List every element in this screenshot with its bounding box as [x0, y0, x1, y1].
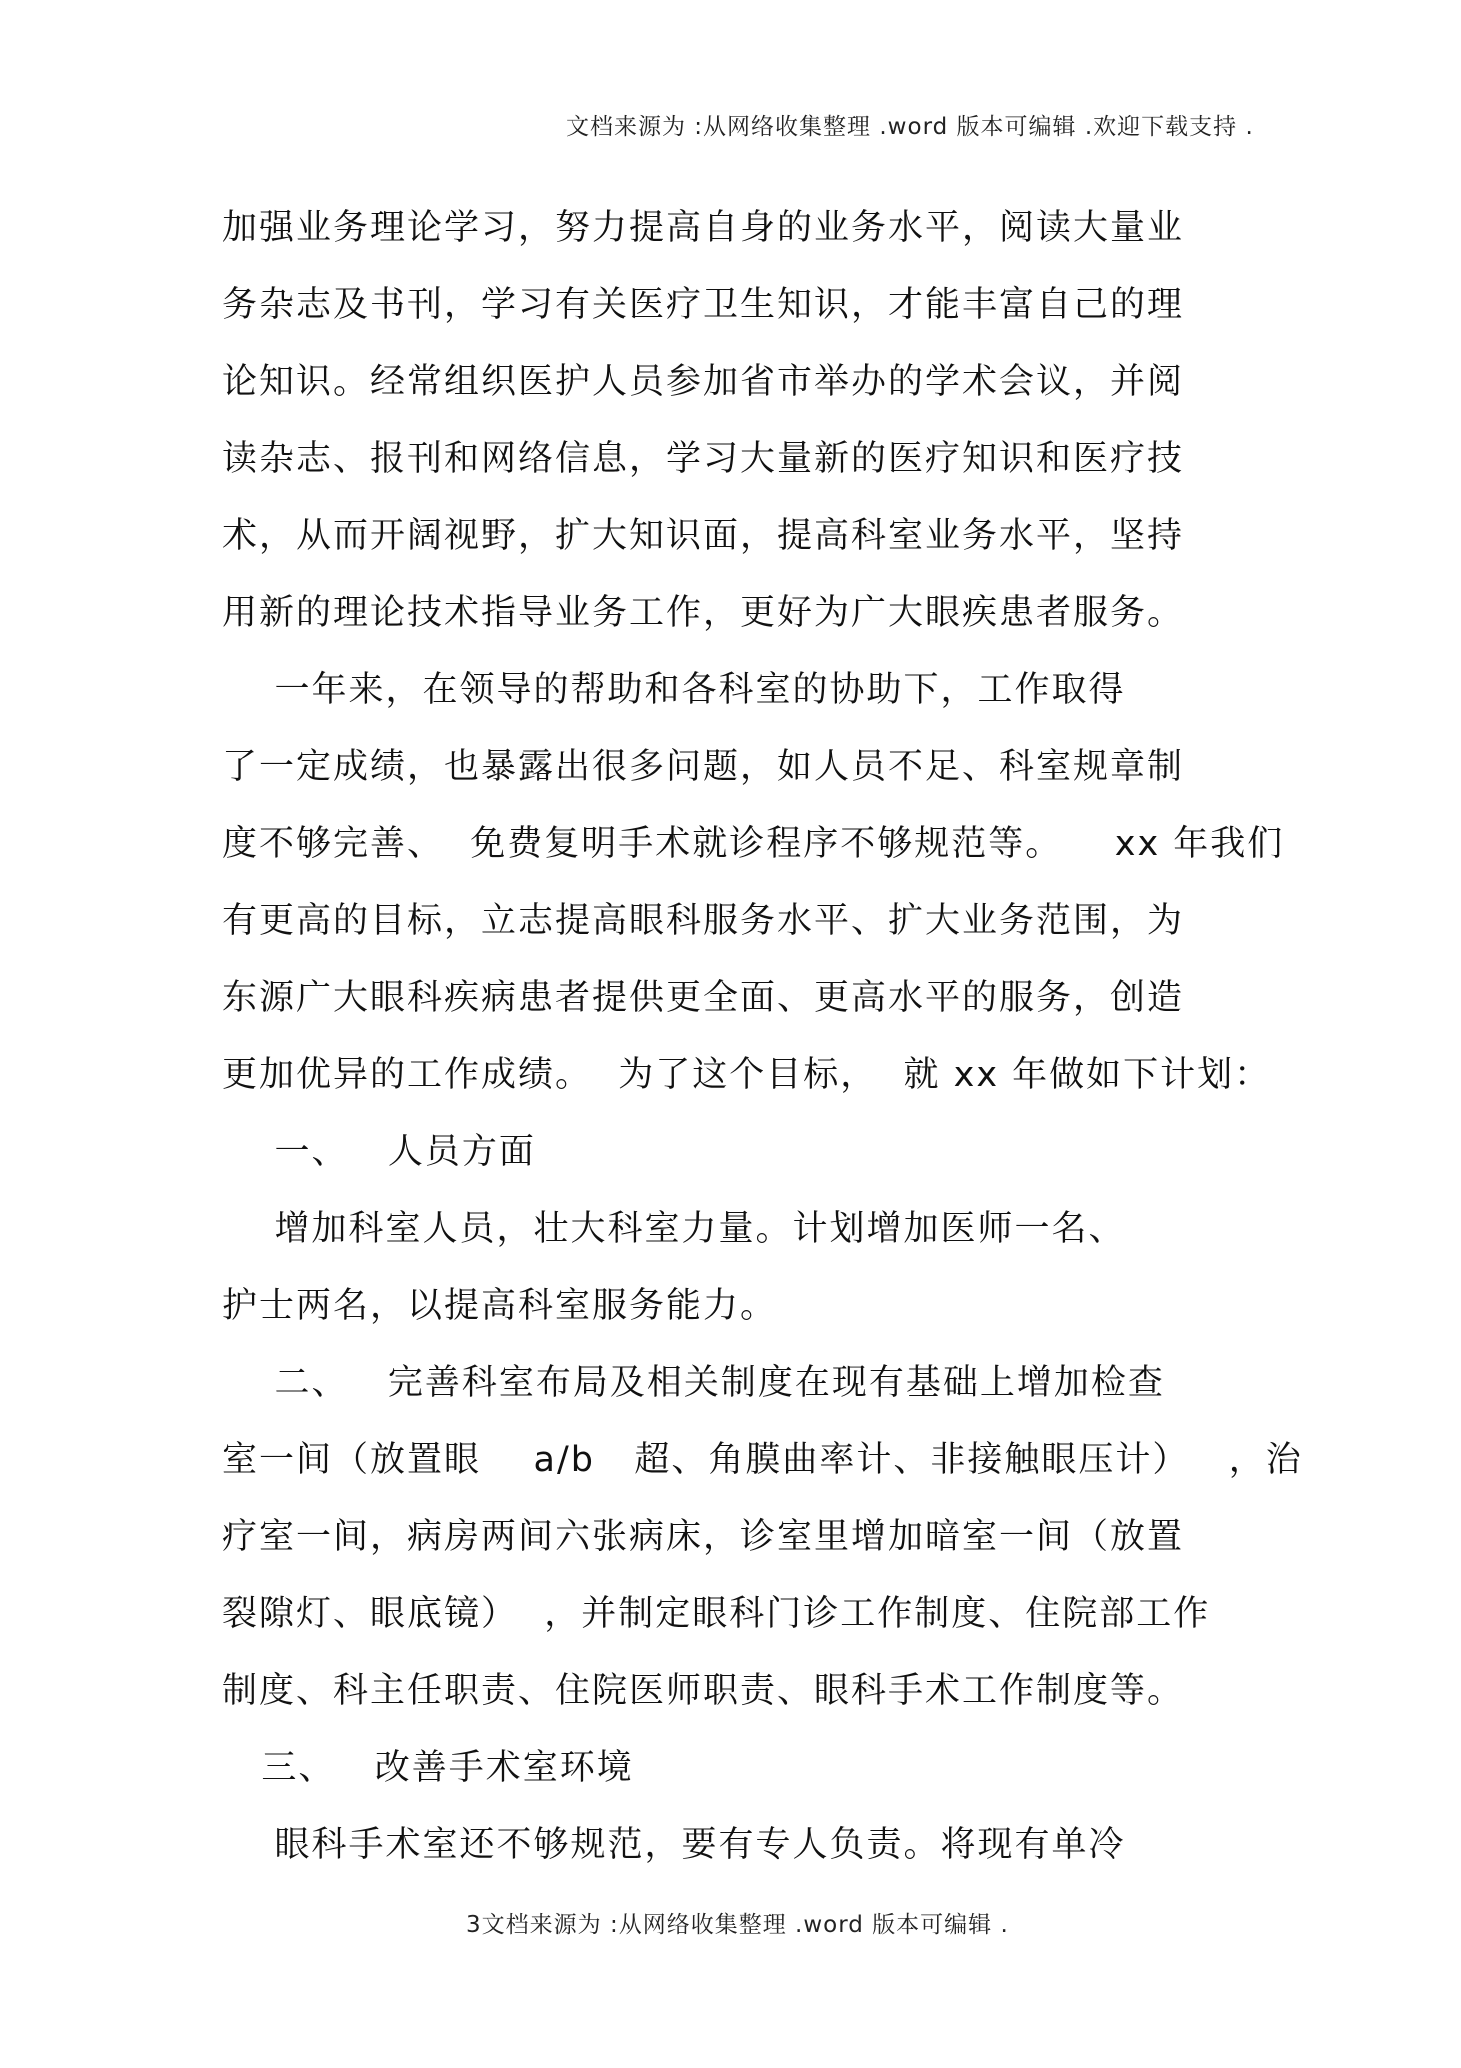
text-line: 室一间（放置眼 a/b 超、角膜曲率计、非接触眼压计） ，治	[222, 1440, 1303, 1480]
section-heading: 一、 人员方面	[222, 1132, 536, 1172]
text-line: 一年来，在领导的帮助和各科室的协助下，工作取得	[222, 670, 1126, 710]
text-line: 术，从而开阔视野，扩大知识面，提高科室业务水平，坚持	[222, 516, 1185, 556]
text-line: 增加科室人员，壮大科室力量。计划增加医师一名、	[222, 1209, 1126, 1249]
text-line: 裂隙灯、眼底镜） ，并制定眼科门诊工作制度、住院部工作	[222, 1594, 1211, 1634]
document-body	[222, 190, 1302, 1884]
text-line: 读杂志、报刊和网络信息，学习大量新的医疗知识和医疗技	[222, 439, 1185, 479]
text-line: 疗室一间，病房两间六张病床，诊室里增加暗室一间（放置	[222, 1517, 1185, 1557]
text-line: 度不够完善、 免费复明手术就诊程序不够规范等。 xx 年我们	[222, 824, 1285, 864]
text-line: 务杂志及书刊，学习有关医疗卫生知识，才能丰富自己的理	[222, 285, 1185, 325]
text-line: 制度、科主任职责、住院医师职责、眼科手术工作制度等。	[222, 1671, 1185, 1711]
text-line: 眼科手术室还不够规范，要有专人负责。将现有单冷	[222, 1825, 1126, 1865]
text-line: 用新的理论技术指导业务工作，更好为广大眼疾患者服务。	[222, 593, 1185, 633]
text-line: 有更高的目标，立志提高眼科服务水平、扩大业务范围，为	[222, 901, 1185, 941]
text-line: 更加优异的工作成绩。 为了这个目标， 就 xx 年做如下计划：	[222, 1055, 1272, 1095]
text-line: 护士两名，以提高科室服务能力。	[222, 1286, 778, 1326]
text-line: 加强业务理论学习，努力提高自身的业务水平，阅读大量业	[222, 208, 1185, 248]
page-footer: 3文档来源为 :从网络收集整理 .word 版本可编辑 .	[466, 1912, 1009, 1938]
text-line: 论知识。经常组织医护人员参加省市举办的学术会议，并阅	[222, 362, 1185, 402]
text-line: 了一定成绩，也暴露出很多问题，如人员不足、科室规章制	[222, 747, 1185, 787]
text-line: 东源广大眼科疾病患者提供更全面、更高水平的服务，创造	[222, 978, 1185, 1018]
section-heading: 二、 完善科室布局及相关制度在现有基础上增加检查	[222, 1363, 1165, 1403]
page-header: 文档来源为 :从网络收集整理 .word 版本可编辑 .欢迎下载支持 .	[566, 114, 1254, 140]
section-heading: 三、 改善手术室环境	[222, 1748, 634, 1788]
